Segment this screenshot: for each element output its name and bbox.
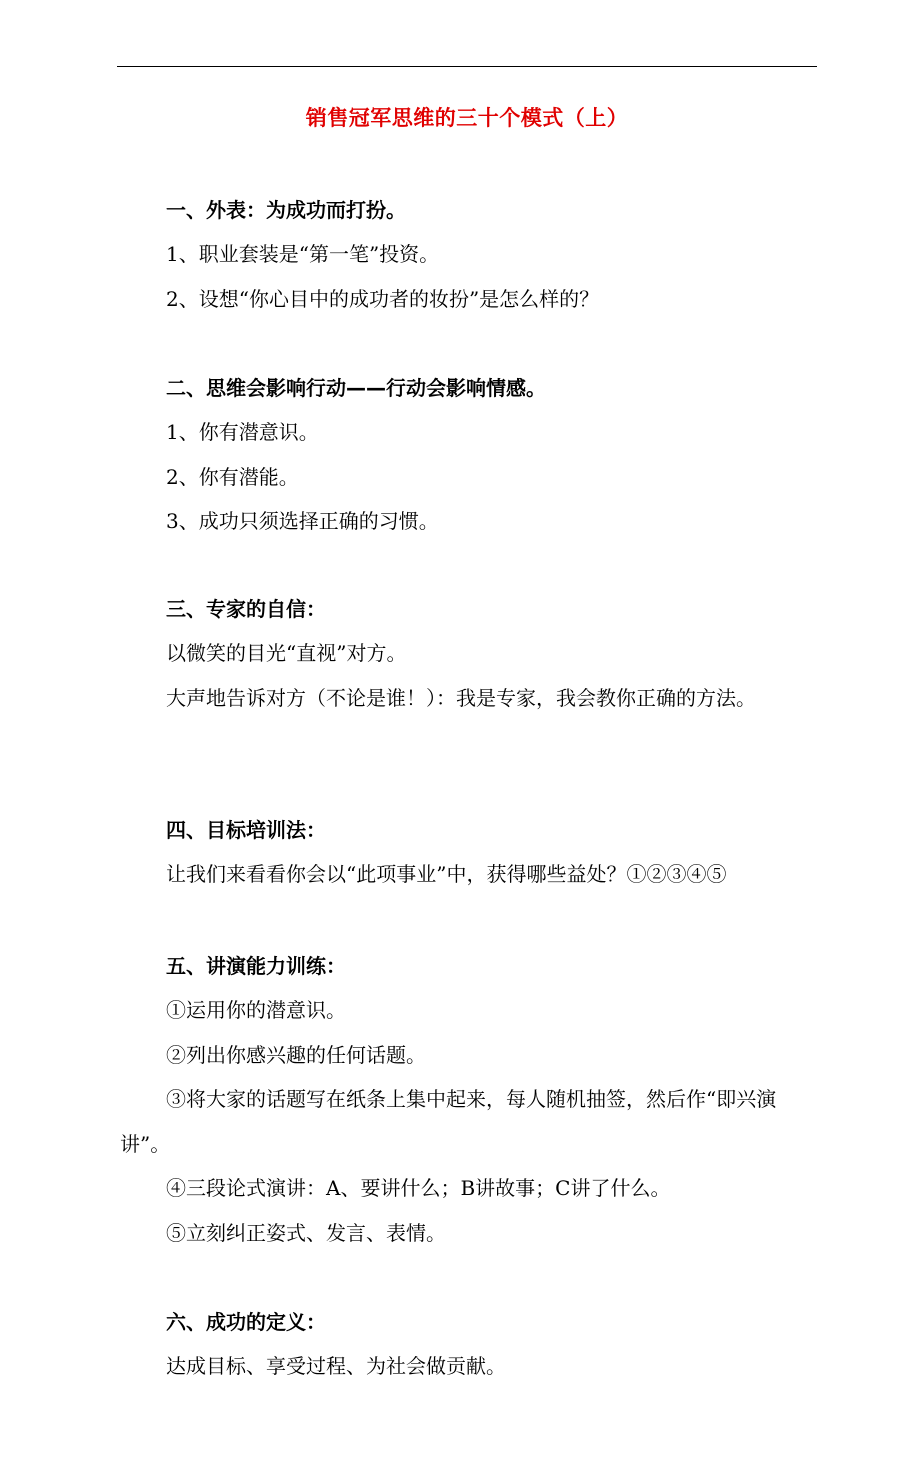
section-heading: 二、思维会影响行动——行动会影响情感。	[166, 376, 546, 400]
section-line: 2、设想“你心目中的成功者的妆扮”是怎么样的？	[166, 286, 600, 311]
section-line: ①运用你的潜意识。	[166, 998, 346, 1022]
section-heading: 六、成功的定义：	[166, 1310, 326, 1334]
document-title: 销售冠军思维的三十个模式（上）	[305, 106, 629, 130]
section-line: 让我们来看看你会以“此项事业”中，获得哪些益处？①②③④⑤	[166, 862, 727, 886]
section-line: ③将大家的话题写在纸条上集中起来，每人随机抽签，然后作“即兴演讲”。	[120, 1087, 777, 1156]
header-rule	[117, 66, 817, 67]
section-heading: 三、专家的自信：	[166, 597, 326, 621]
section-line: 达成目标、享受过程、为社会做贡献。	[166, 1354, 506, 1378]
section-line: 1、职业套装是“第一笔”投资。	[166, 242, 440, 266]
section-success-definition	[120, 1300, 820, 1389]
section-line: ⑤立刻纠正姿式、发言、表情。	[166, 1220, 446, 1245]
section-goal-training	[120, 808, 820, 897]
section-line: 1、你有潜意识。	[166, 420, 319, 444]
section-appearance	[120, 188, 820, 321]
section-line: 以微笑的目光“直视”对方。	[166, 641, 407, 665]
section-line: ④三段论式演讲：A、要讲什么；B讲故事；C讲了什么。	[166, 1176, 671, 1200]
section-heading: 四、目标培训法：	[166, 818, 326, 842]
section-speech-training	[120, 944, 820, 1255]
section-thinking-action	[120, 366, 820, 544]
section-line: 大声地告诉对方（不论是谁！）：我是专家，我会教你正确的方法。	[166, 685, 756, 710]
section-line: 3、成功只须选择正确的习惯。	[166, 509, 439, 533]
section-line: ②列出你感兴趣的任何话题。	[166, 1042, 426, 1067]
section-heading: 一、外表：为成功而打扮。	[166, 198, 406, 222]
section-heading: 五、讲演能力训练：	[166, 954, 346, 978]
section-line: 2、你有潜能。	[166, 464, 299, 489]
section-expert-confidence	[120, 587, 820, 720]
